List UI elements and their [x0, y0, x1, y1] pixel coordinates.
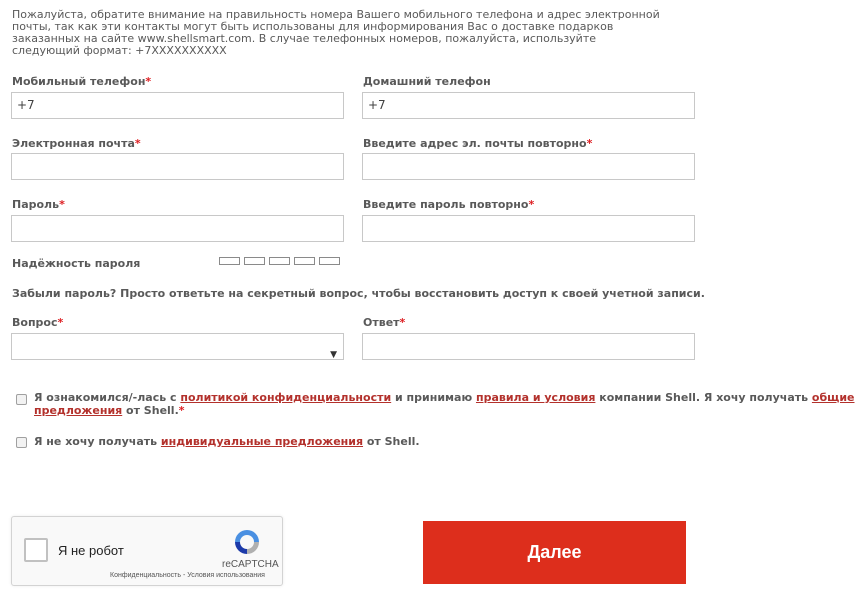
strength-segment [294, 257, 315, 265]
general-offers-link[interactable]: предложения [34, 404, 123, 417]
privacy-policy-link[interactable]: политикой конфиденциальности [180, 391, 392, 404]
question-select[interactable] [11, 333, 344, 360]
recaptcha-links: Конфиденциальность - Условия использования [110, 572, 265, 579]
email-repeat-label: Введите адрес эл. почты повторно* [363, 137, 593, 150]
privacy-consent-text: Я ознакомился/-лась с политикой конфиденциальности и принимаю правила и условия компании Shell. Я хочу получать общие предложения от Shell.* [34, 391, 855, 417]
required-mark: * [399, 316, 406, 329]
question-label: Вопрос* [12, 316, 64, 329]
mobile-phone-input[interactable]: +7 [11, 92, 344, 119]
general-offers-link[interactable]: общие [811, 391, 855, 404]
intro-text [12, 9, 702, 57]
password-repeat-input[interactable] [362, 215, 695, 242]
opt-out-text: Я не хочу получать индивидуальные предложения от Shell. [34, 435, 420, 448]
intro-line: Пожалуйста, обратите внимание на правильность номера Вашего мобильного телефона и адрес электронной [12, 8, 660, 21]
secret-question-hint: Забыли пароль? Просто ответьте на секретный вопрос, чтобы восстановить доступ к своей учетной записи. [12, 287, 705, 300]
password-label: Пароль* [12, 198, 65, 211]
terms-link[interactable]: правила и условия [475, 391, 596, 404]
next-button[interactable]: Далее [423, 521, 686, 584]
strength-segment [244, 257, 265, 265]
recaptcha-brand: reCAPTCHA [222, 559, 279, 570]
home-phone-label: Домашний телефон [363, 75, 491, 88]
password-strength-meter [219, 257, 340, 265]
required-mark: * [178, 404, 185, 417]
answer-label: Ответ* [363, 316, 406, 329]
email-label: Электронная почта* [12, 137, 141, 150]
required-mark: * [528, 198, 535, 211]
privacy-consent-checkbox[interactable] [16, 394, 27, 405]
recaptcha-widget [11, 516, 283, 586]
intro-line: почты, так как эти контакты могут быть использованы для информирования Вас о доставке подарков [12, 20, 614, 33]
recaptcha-label: Я не робот [58, 543, 124, 558]
recaptcha-logo-icon [232, 527, 262, 557]
email-input[interactable] [11, 153, 344, 180]
recaptcha-privacy-link[interactable]: Конфиденциальность [110, 572, 182, 579]
required-mark: * [586, 137, 593, 150]
dropdown-arrow-icon: ▼ [330, 350, 337, 360]
recaptcha-terms-link[interactable]: Условия использования [187, 572, 265, 579]
recaptcha-checkbox[interactable] [24, 538, 48, 562]
password-strength-label: Надёжность пароля [12, 257, 141, 270]
answer-input[interactable] [362, 333, 695, 360]
required-mark: * [57, 316, 64, 329]
strength-segment [319, 257, 340, 265]
required-mark: * [59, 198, 65, 211]
intro-line: заказанных на сайте www.shellsmart.com. В случае телефонных номеров, пожалуйста, используйте [12, 32, 597, 45]
password-input[interactable] [11, 215, 344, 242]
mobile-phone-label: Мобильный телефон* [12, 75, 152, 88]
intro-line: следующий формат: +7XXXXXXXXXX [12, 44, 227, 57]
password-repeat-label: Введите пароль повторно* [363, 198, 535, 211]
required-mark: * [134, 137, 141, 150]
opt-out-checkbox[interactable] [16, 437, 27, 448]
strength-segment [219, 257, 240, 265]
strength-segment [269, 257, 290, 265]
required-mark: * [145, 75, 152, 88]
individual-offers-link[interactable]: индивидуальные предложения [160, 435, 364, 448]
email-repeat-input[interactable] [362, 153, 695, 180]
home-phone-input[interactable]: +7 [362, 92, 695, 119]
